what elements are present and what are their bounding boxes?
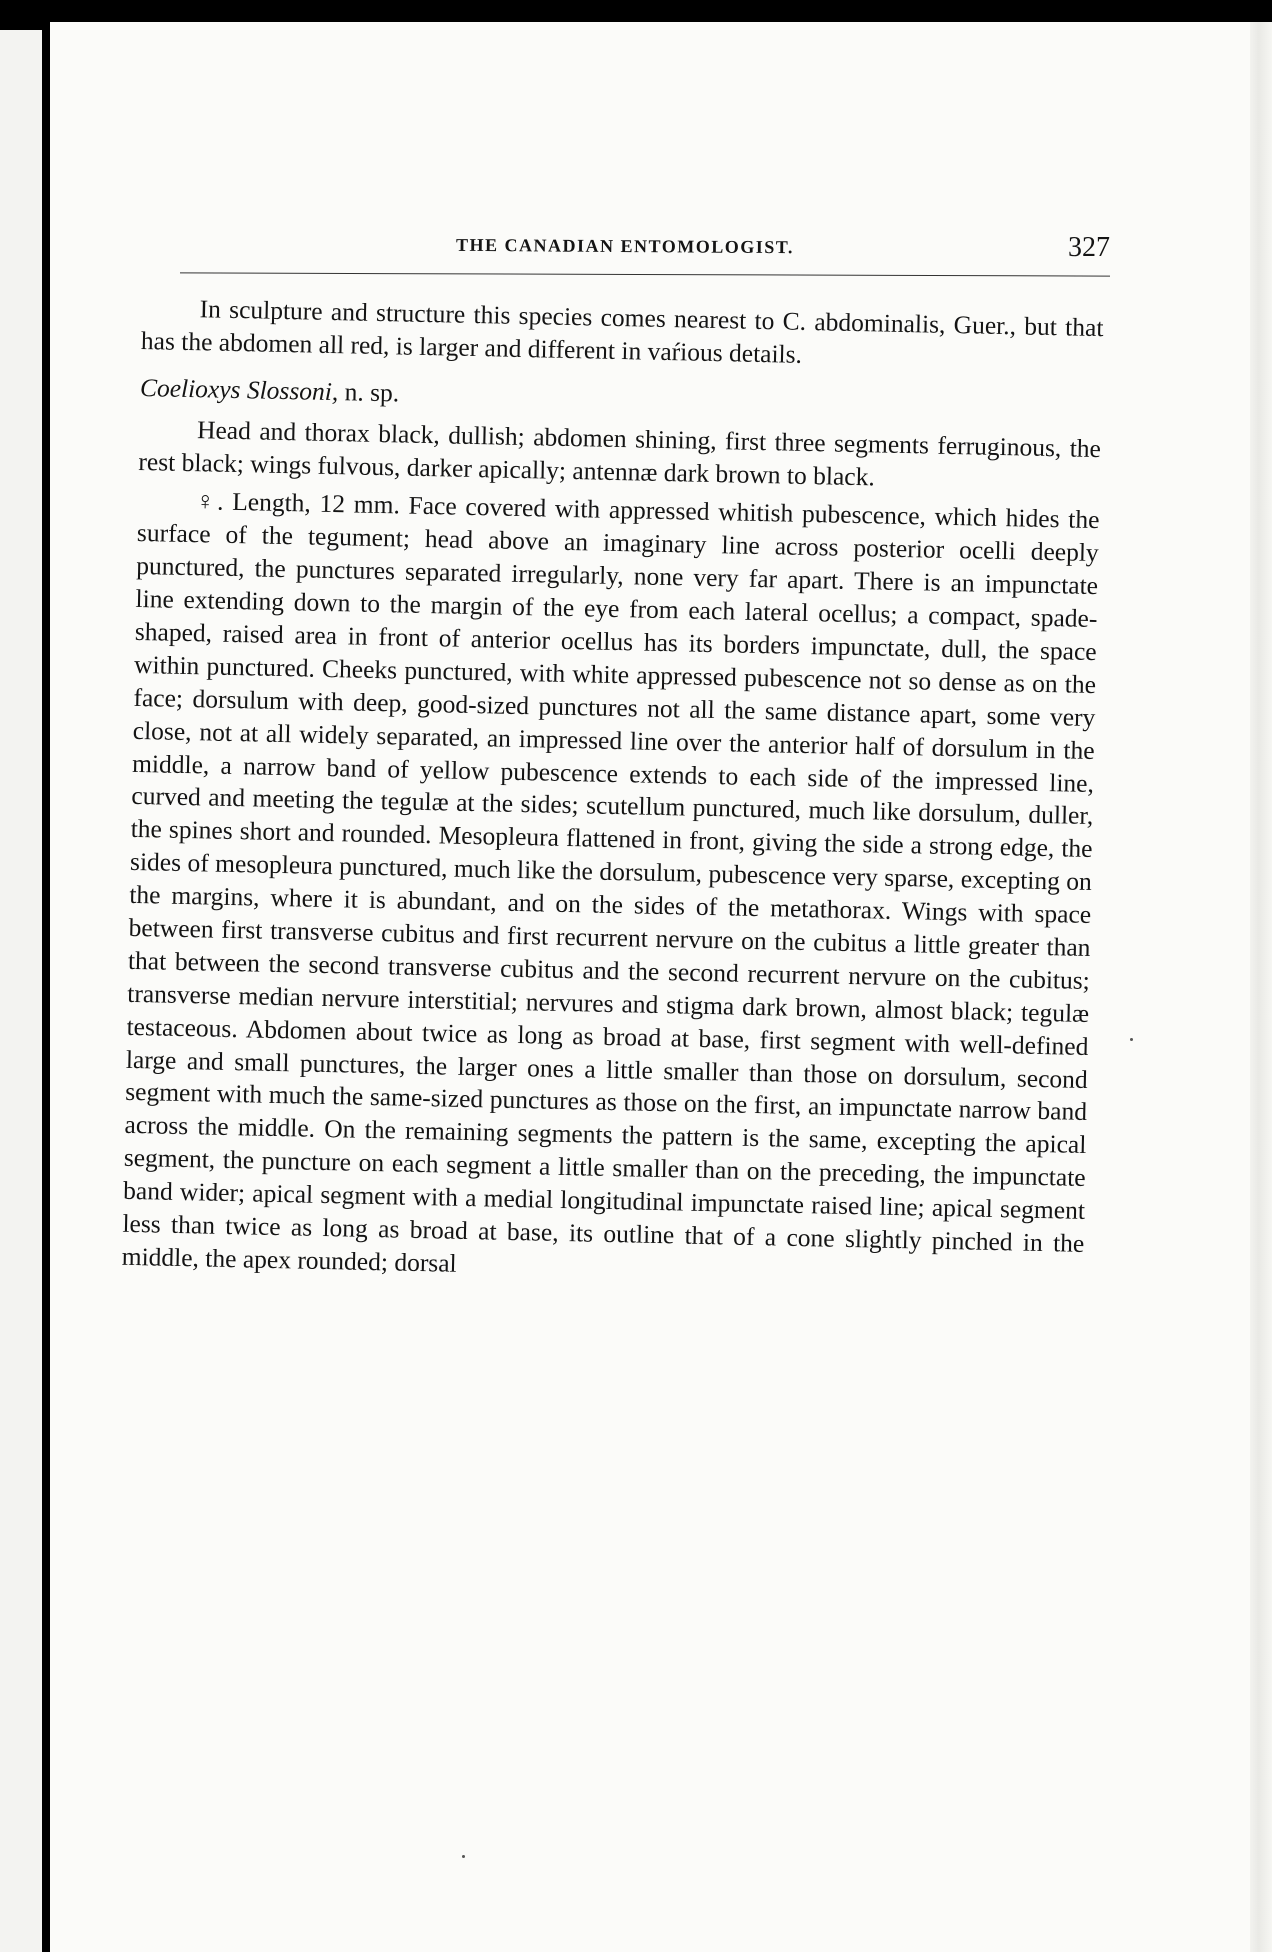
scan-margin-left [0, 30, 42, 1952]
scan-speck [1130, 1038, 1133, 1041]
paragraph-intro: In sculpture and structure this species comes nearest to C. abdominalis, Guer., but that has the abdomen all red, is larger and different in vaŕious details. [140, 294, 1104, 369]
running-head: THE CANADIAN ENTOMOLOGIST. [455, 234, 795, 258]
paragraph-diagnosis: Head and thorax black, dullish; abdomen shining, first three segments ferruginous, the rest black; wings fulvous, darker apically; antennæ dark brown to black. [138, 414, 1102, 491]
page-header [130, 210, 1120, 274]
paragraph-female-description: ♀. Length, 12 mm. Face covered with appressed whitish pubescence, which hides the surface of the tegument; head above an imaginary line across posterior ocelli deeply punctured, the punctures separated irregularly, none very far apart. There is an impunctate line extending down to the margin of the eye from each lateral ocellus; a compact, spade-shaped, raised area in front of anterior ocellus has its borders impunctate, dull, the space within punctured. Cheeks punctured, with white appressed pubescence not so dense as on the face; dorsulum with deep, good-sized punctures not all the same distance apart, some very close, not at all widely separated, an impressed line over the anterior half of dorsulum in the middle, a narrow band of yellow pubescence extends to each side of the impressed line, curved and meeting the tegulæ at the sides; scutellum punctured, much like dorsulum, duller, the spines short and rounded. Mesopleura flattened in front, giving the side a strong edge, the sides of mesopleura punctured, much like the dorsulum, pubescence very sparse, excepting on the margins, where it is abundant, and on the sides of the metathorax. Wings with space between first transverse cubitus and first recurrent nervure on the cubitus a little greater than that between the second transverse cubitus and the second recurrent nervure on the cubitus; transverse median nervure interstitial; nervures and stigma dark brown, almost black; tegulæ testaceous. Abdomen about twice as long as broad at base, first segment with well-defined large and small punctures, the larger ones a little smaller than those on dorsulum, second segment with much the same-sized punctures as those on the first, an impunctate narrow band across the middle. On the remaining segments the pattern is the same, excepting the apical segment, the puncture on each segment a little smaller than on the preceding, the impunctate band wider; apical segment with a medial longitudinal impunctate raised line; apical segment less than twice as long as broad at base, its outline that of a cone slightly pinched in the middle, the apex rounded; dorsal [121, 486, 1100, 1278]
page-number: 327 [1068, 232, 1110, 263]
body-text [121, 292, 1103, 1294]
scan-speck [462, 1855, 465, 1858]
page-edge-shadow [1250, 22, 1272, 1952]
species-abbrev: n. sp. [337, 376, 400, 408]
species-name: Coelioxys Slossoni, [139, 372, 339, 406]
